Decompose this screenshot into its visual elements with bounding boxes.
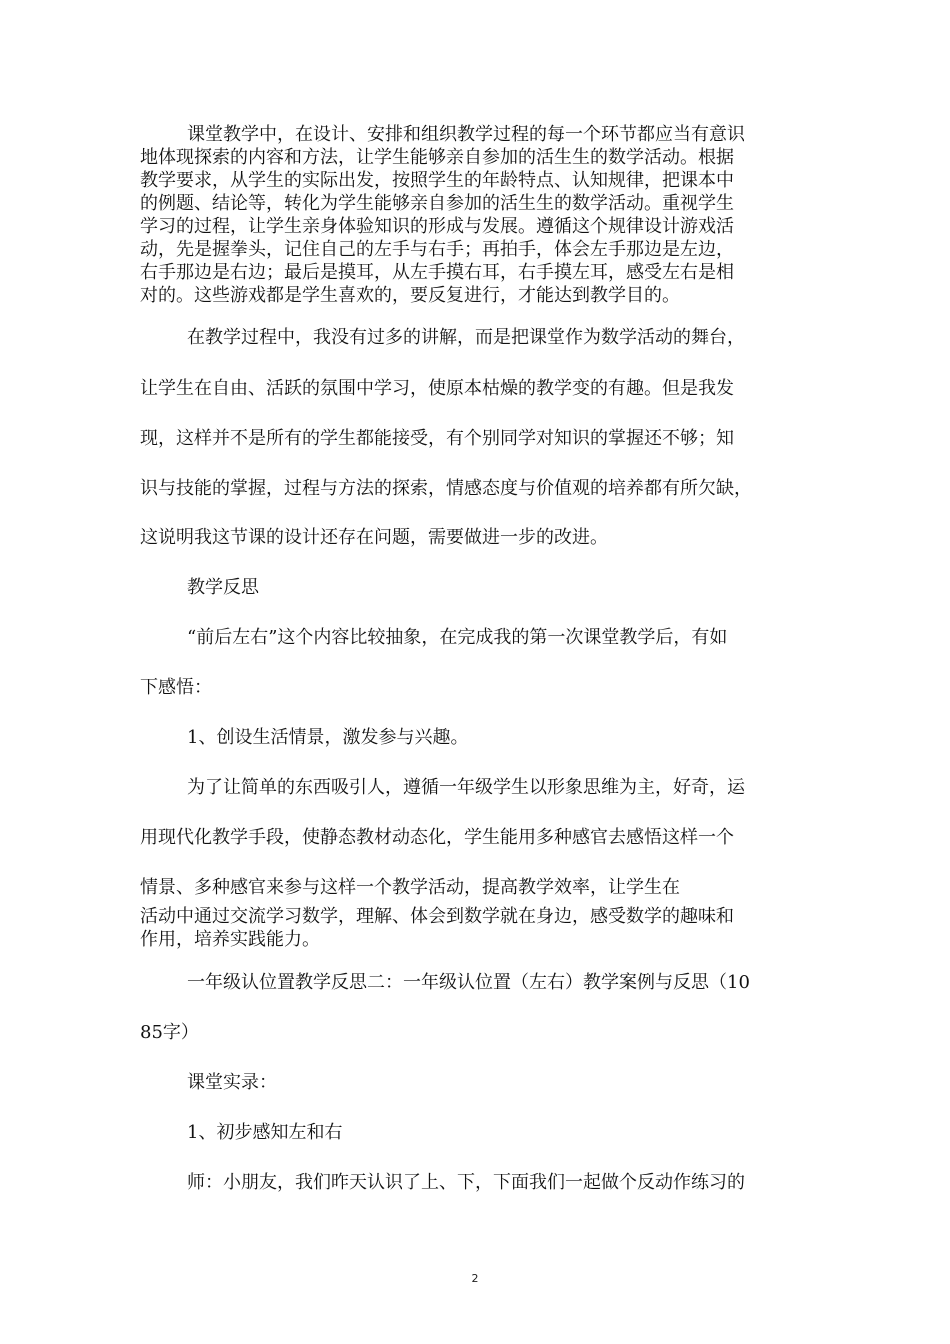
paragraph-line: 为了让简单的东西吸引人，遵循一年级学生以形象思维为主，好奇，运 [187, 777, 745, 798]
list-item-heading: 1、创设生活情景，激发参与兴趣。 [187, 727, 469, 748]
paragraph-line: 现，这样并不是所有的学生都能接受，有个别同学对知识的掌握还不够；知 [140, 428, 734, 449]
paragraph-line: 识与技能的掌握，过程与方法的探索，情感态度与价值观的培养都有所欠缺， [140, 478, 752, 499]
paragraph-line: 用现代化教学手段，使静态教材动态化，学生能用多种感官去感悟这样一个 [140, 827, 734, 848]
paragraph-line: 地体现探索的内容和方法，让学生能够亲自参加的活生生的数学活动。根据 [140, 147, 734, 168]
paragraph-line: 师：小朋友，我们昨天认识了上、下，下面我们一起做个反动作练习的 [187, 1172, 745, 1193]
paragraph-line: 教学要求，从学生的实际出发，按照学生的年龄特点、认知规律，把课本中 [140, 170, 734, 191]
paragraph-line: 一年级认位置教学反思二：一年级认位置（左右）教学案例与反思（10 [187, 972, 750, 993]
paragraph-line: 的例题、结论等，转化为学生能够亲自参加的活生生的数学活动。重视学生 [140, 193, 734, 214]
paragraph-line: 右手那边是右边；最后是摸耳，从左手摸右耳，右手摸左耳，感受左右是相 [140, 262, 734, 283]
paragraph-line: 动，先是握拳头，记住自己的左手与右手；再拍手，体会左手那边是左边， [140, 239, 734, 260]
paragraph-line: 对的。这些游戏都是学生喜欢的，要反复进行，才能达到教学目的。 [140, 285, 680, 306]
section-heading: 课堂实录： [187, 1072, 277, 1093]
section-heading: 教学反思 [187, 577, 259, 598]
paragraph-line: 在教学过程中，我没有过多的讲解，而是把课堂作为数学活动的舞台， [187, 327, 745, 348]
paragraph-line: 学习的过程，让学生亲身体验知识的形成与发展。遵循这个规律设计游戏活 [140, 216, 734, 237]
paragraph-line: 课堂教学中，在设计、安排和组织教学过程的每一个环节都应当有意识 [187, 124, 745, 145]
paragraph-line: 活动中通过交流学习数学，理解、体会到数学就在身边，感受数学的趣味和 [140, 906, 734, 927]
paragraph-line: 下感悟： [140, 677, 212, 698]
list-item-heading: 1、初步感知左和右 [187, 1122, 343, 1143]
paragraph-line: 85字） [140, 1022, 199, 1043]
paragraph-line: 让学生在自由、活跃的氛围中学习，使原本枯燥的教学变的有趣。但是我发 [140, 378, 734, 399]
paragraph-line: “前后左右”这个内容比较抽象，在完成我的第一次课堂教学后，有如 [187, 627, 728, 648]
paragraph-line: 情景、多种感官来参与这样一个教学活动，提高教学效率，让学生在 [140, 877, 680, 898]
paragraph-line: 作用，培养实践能力。 [140, 929, 320, 950]
page-number: 2 [471, 1272, 479, 1285]
paragraph-line: 这说明我这节课的设计还存在问题，需要做进一步的改进。 [140, 527, 608, 548]
